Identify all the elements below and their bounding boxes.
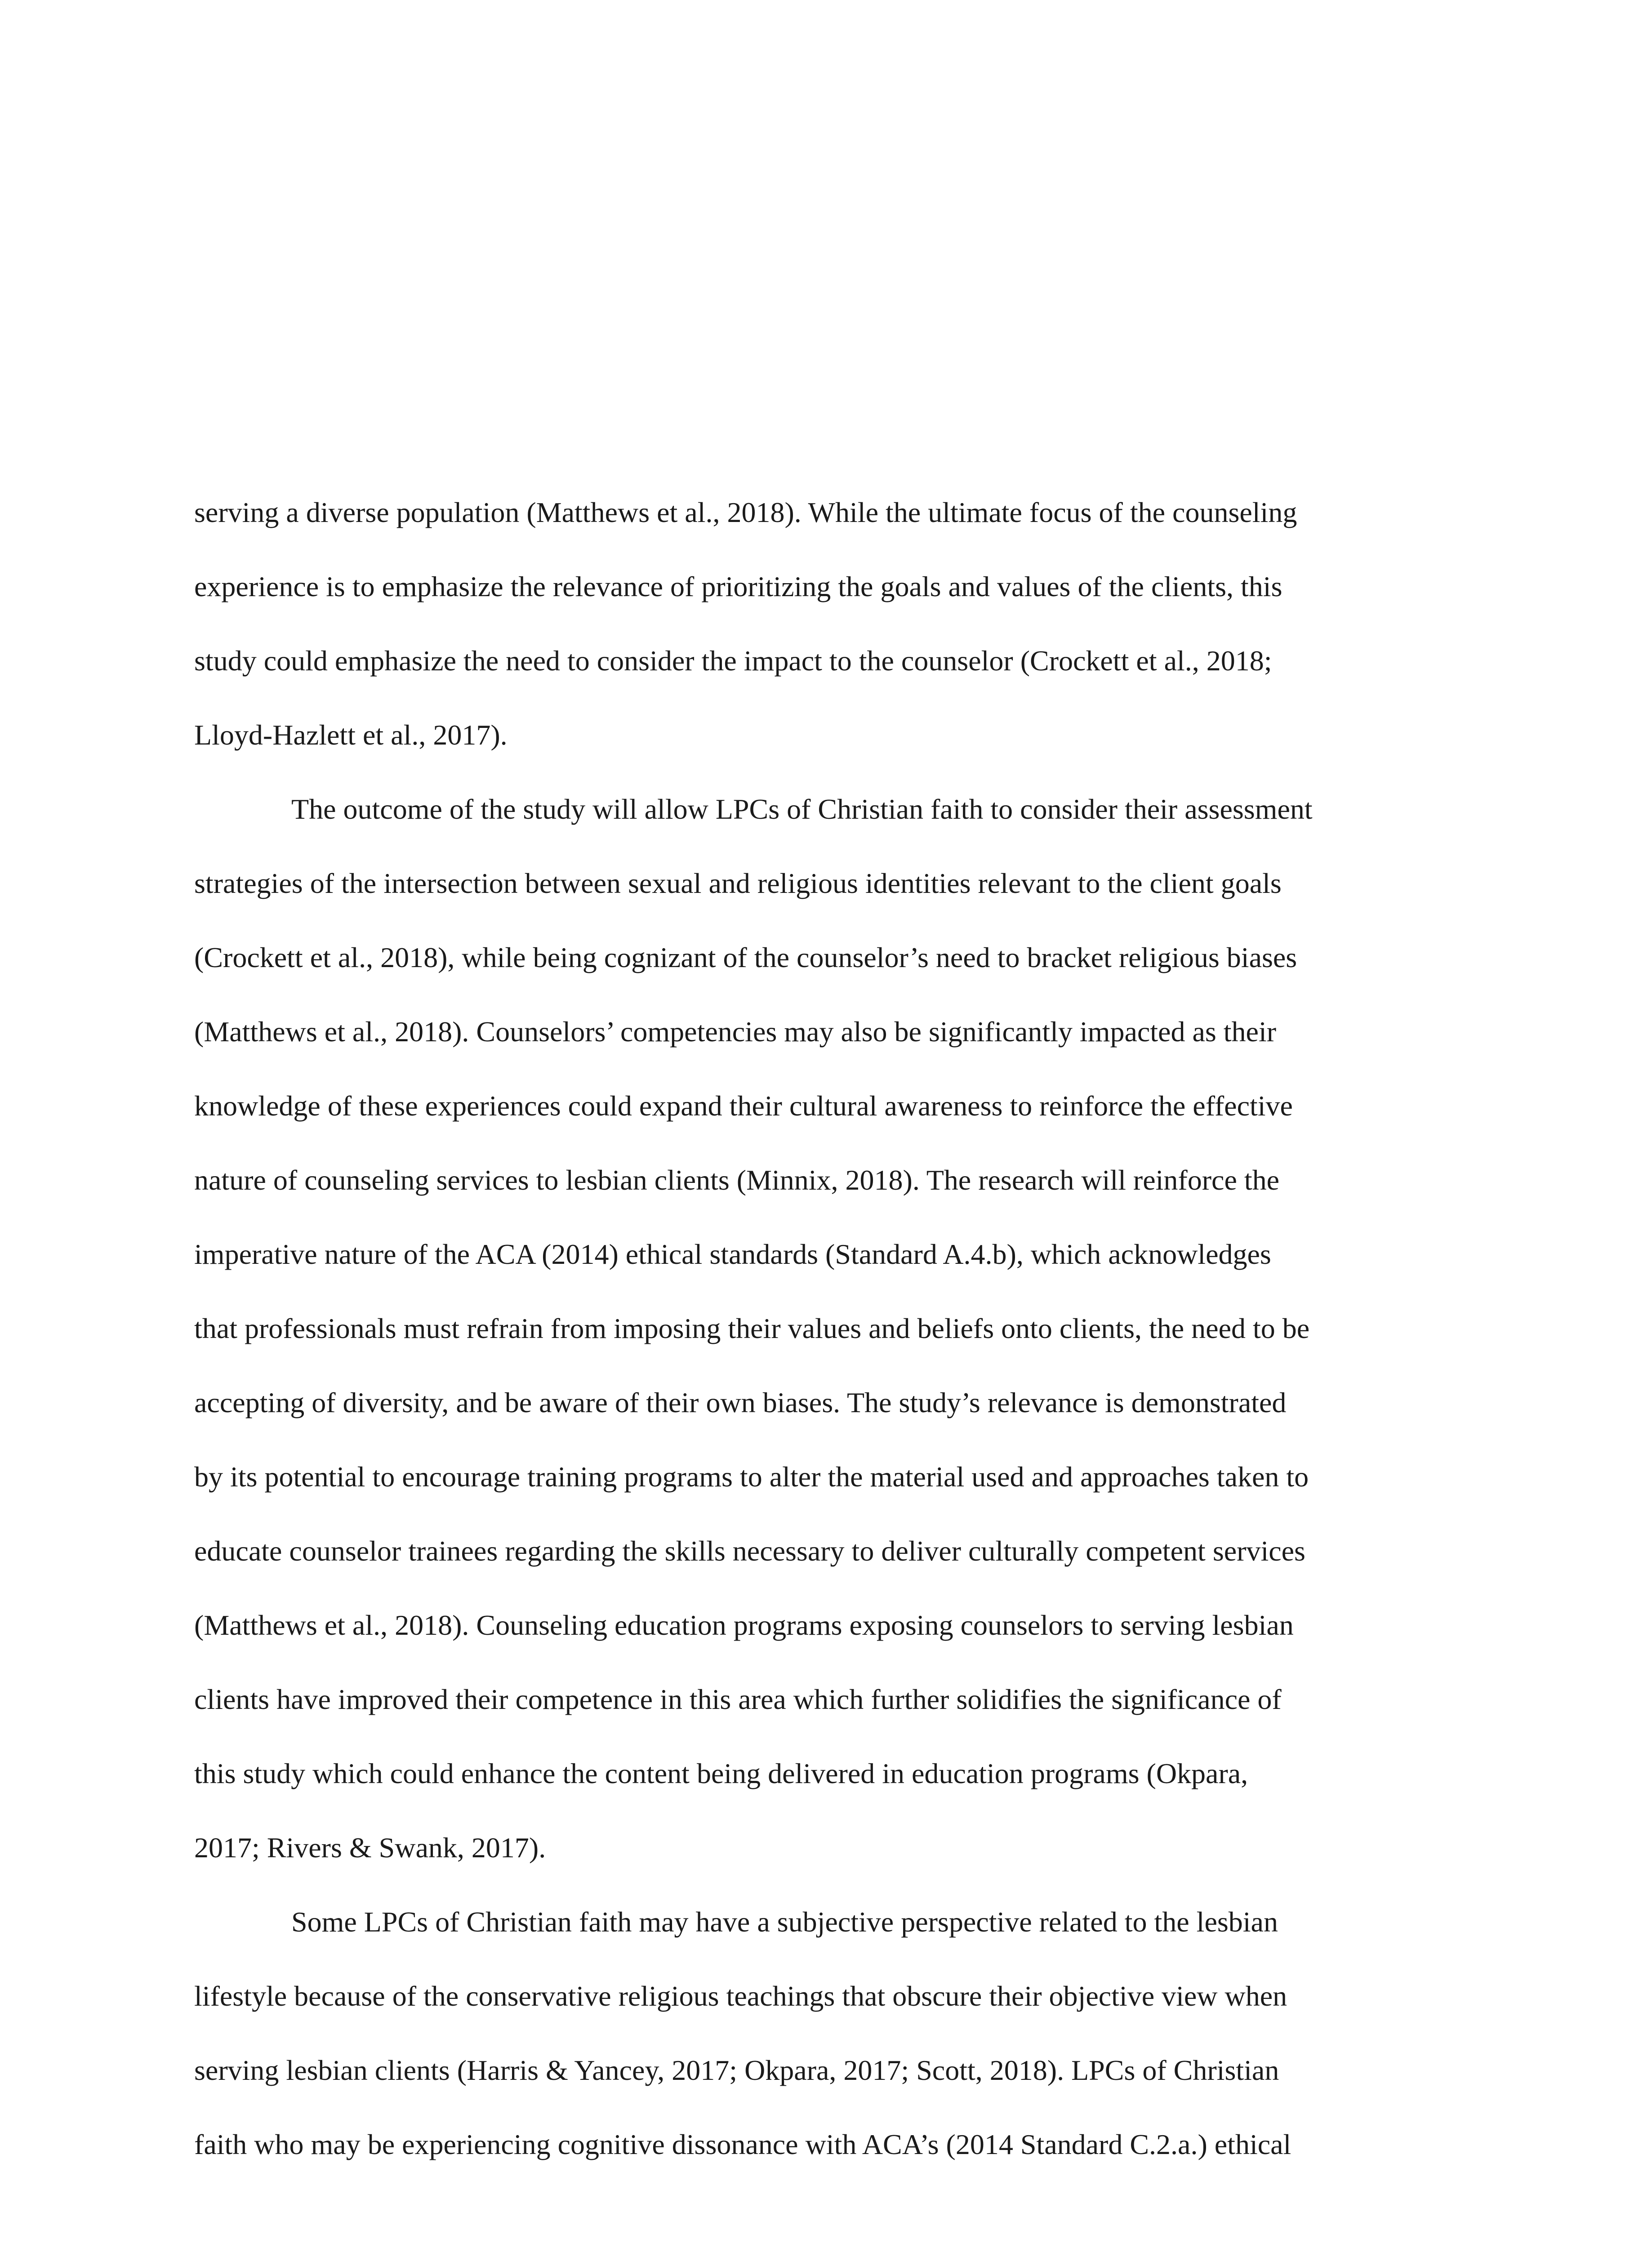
- text-line: accepting of diversity, and be aware of their own biases. The study’s relevance is demonstrated: [194, 1387, 1287, 1418]
- text-line: serving a diverse population (Matthews et al., 2018). While the ultimate focus of the counseling: [194, 496, 1297, 528]
- text-line: strategies of the intersection between sexual and religious identities relevant to the client goals: [194, 867, 1282, 899]
- text-line: knowledge of these experiences could expand their cultural awareness to reinforce the effective: [194, 1090, 1293, 1122]
- text-line: clients have improved their competence in this area which further solidifies the significance of: [194, 1683, 1282, 1715]
- body-text: [194, 486, 1467, 2192]
- text-line: (Crockett et al., 2018), while being cognizant of the counselor’s need to bracket religious biases: [194, 941, 1297, 973]
- paragraph-first-line: Some LPCs of Christian faith may have a subjective perspective related to the lesbian: [291, 1906, 1278, 1938]
- text-line: experience is to emphasize the relevance of prioritizing the goals and values of the clients, this: [194, 571, 1282, 602]
- text-line: (Matthews et al., 2018). Counseling education programs exposing counselors to serving lesbian: [194, 1609, 1294, 1641]
- text-line: imperative nature of the ACA (2014) ethical standards (Standard A.4.b), which acknowledges: [194, 1238, 1271, 1270]
- text-line: educate counselor trainees regarding the skills necessary to deliver culturally competent services: [194, 1535, 1305, 1567]
- text-line: faith who may be experiencing cognitive dissonance with ACA’s (2014 Standard C.2.a.) ethical: [194, 2128, 1291, 2160]
- text-line: (Matthews et al., 2018). Counselors’ competencies may also be significantly impacted as their: [194, 1016, 1277, 1048]
- text-line: by its potential to encourage training programs to alter the material used and approaches taken to: [194, 1461, 1309, 1493]
- paragraph-first-line: The outcome of the study will allow LPCs of Christian faith to consider their assessment: [291, 793, 1313, 825]
- text-line: serving lesbian clients (Harris & Yancey, 2017; Okpara, 2017; Scott, 2018). LPCs of Christian: [194, 2054, 1279, 2086]
- text-line: Lloyd-Hazlett et al., 2017).: [194, 719, 508, 751]
- text-line: study could emphasize the need to consider the impact to the counselor (Crockett et al., 2018;: [194, 645, 1272, 677]
- text-line: that professionals must refrain from imposing their values and beliefs onto clients, the need to be: [194, 1312, 1310, 1344]
- text-line: nature of counseling services to lesbian clients (Minnix, 2018). The research will reinforce the: [194, 1164, 1280, 1196]
- text-line: lifestyle because of the conservative religious teachings that obscure their objective view when: [194, 1980, 1287, 2012]
- text-line: this study which could enhance the content being delivered in education programs (Okpara,: [194, 1757, 1248, 1789]
- text-line: 2017; Rivers & Swank, 2017).: [194, 1832, 546, 1864]
